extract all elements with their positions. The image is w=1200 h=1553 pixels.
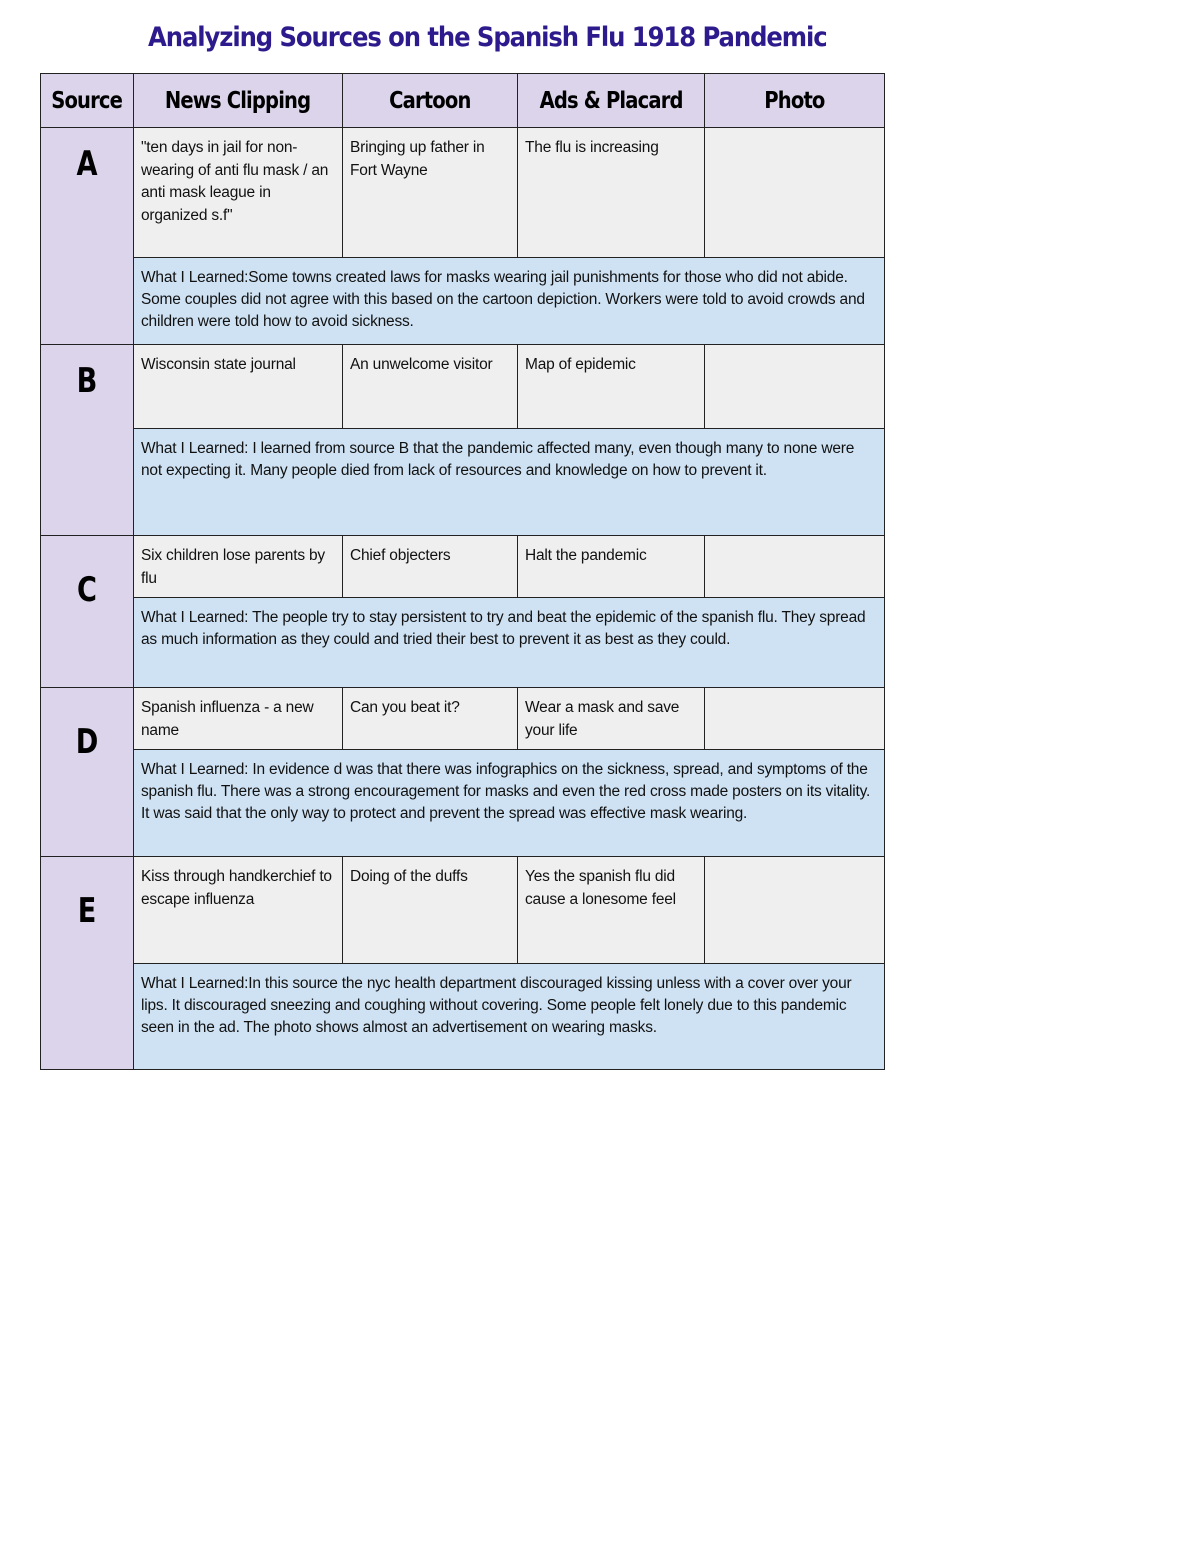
header-source: Source xyxy=(41,74,134,128)
ads-placard-cell: Halt the pandemic xyxy=(518,536,705,598)
learned-row-c xyxy=(41,598,885,688)
photo-cell xyxy=(705,688,885,750)
source-row-d xyxy=(41,688,885,750)
news-clipping-cell: Six children lose parents by flu xyxy=(134,536,343,598)
header-cartoon: Cartoon xyxy=(343,74,518,128)
cartoon-cell: Doing of the duffs xyxy=(343,857,518,964)
cartoon-cell: Can you beat it? xyxy=(343,688,518,750)
news-clipping-cell: Wisconsin state journal xyxy=(134,345,343,429)
news-clipping-cell: Spanish influenza - a new name xyxy=(134,688,343,750)
header-photo: Photo xyxy=(705,74,885,128)
photo-cell xyxy=(705,128,885,258)
source-label: D xyxy=(75,722,99,762)
news-clipping-cell: "ten days in jail for non-wearing of anti flu mask / an anti mask league in organized s.f" xyxy=(134,128,343,258)
source-row-b xyxy=(41,345,885,429)
source-label-cell xyxy=(41,345,134,536)
what-i-learned-text: What I Learned: I learned from source B that the pandemic affected many, even though many to none were not expecting it. Many people died from lack of resources and knowledge on how to prevent it. xyxy=(134,429,885,536)
learned-row-b xyxy=(41,429,885,536)
learned-row-a xyxy=(41,258,885,345)
source-label: E xyxy=(77,891,97,931)
source-label: A xyxy=(76,144,98,184)
cartoon-cell: Bringing up father in Fort Wayne xyxy=(343,128,518,258)
learned-row-e xyxy=(41,964,885,1070)
source-label-cell xyxy=(41,688,134,857)
news-clipping-cell: Kiss through handkerchief to escape influenza xyxy=(134,857,343,964)
document-title: Analyzing Sources on the Spanish Flu 1918 Pandemic xyxy=(148,22,827,53)
source-label: B xyxy=(76,361,98,401)
header-news-clipping: News Clipping xyxy=(134,74,343,128)
what-i-learned-text: What I Learned: The people try to stay persistent to try and beat the epidemic of the spanish flu. They spread as much information as they could and tried their best to prevent it as best as they could. xyxy=(134,598,885,688)
source-row-e xyxy=(41,857,885,964)
ads-placard-cell: Map of epidemic xyxy=(518,345,705,429)
learned-row-d xyxy=(41,750,885,857)
header-ads-placard: Ads & Placard xyxy=(518,74,705,128)
ads-placard-cell: Yes the spanish flu did cause a lonesome feel xyxy=(518,857,705,964)
ads-placard-cell: The flu is increasing xyxy=(518,128,705,258)
photo-cell xyxy=(705,536,885,598)
cartoon-cell: Chief objecters xyxy=(343,536,518,598)
source-label-cell xyxy=(41,536,134,688)
what-i-learned-text: What I Learned: In evidence d was that there was infographics on the sickness, spread, and symptoms of the spanish flu. There was a strong encouragement for masks and even the red cross made posters on its vitality. It was said that the only way to protect and prevent the spread was effective mask wearing. xyxy=(134,750,885,857)
source-row-a xyxy=(41,128,885,258)
photo-cell xyxy=(705,857,885,964)
source-row-c xyxy=(41,536,885,598)
ads-placard-cell: Wear a mask and save your life xyxy=(518,688,705,750)
source-label-cell xyxy=(41,128,134,345)
source-label: C xyxy=(77,570,97,610)
sources-table xyxy=(40,73,885,1070)
cartoon-cell: An unwelcome visitor xyxy=(343,345,518,429)
what-i-learned-text: What I Learned:Some towns created laws for masks wearing jail punishments for those who did not abide. Some couples did not agree with this based on the cartoon depiction. Workers were told to avoid crowds and children were told how to avoid sickness. xyxy=(134,258,885,345)
header-row xyxy=(41,74,885,128)
source-label-cell xyxy=(41,857,134,1070)
what-i-learned-text: What I Learned:In this source the nyc health department discouraged kissing unless with a cover over your lips. It discouraged sneezing and coughing without covering. Some people felt lonely due to this pandemic seen in the ad. The photo shows almost an advertisement on wearing masks. xyxy=(134,964,885,1070)
photo-cell xyxy=(705,345,885,429)
